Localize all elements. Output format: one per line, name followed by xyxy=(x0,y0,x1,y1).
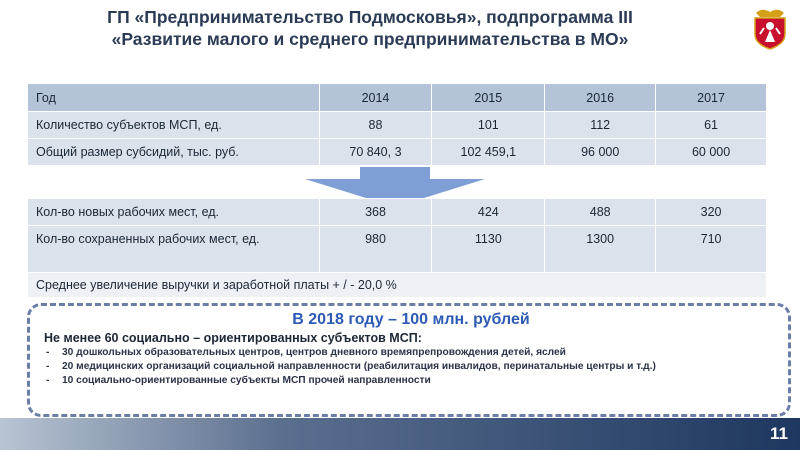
summary-row xyxy=(28,273,767,298)
row-label: Кол-во сохраненных рабочих мест, ед. xyxy=(28,226,320,273)
header-cell: Год xyxy=(28,84,320,112)
row-label: Кол-во новых рабочих мест, ед. xyxy=(28,199,320,226)
table-cell: 102 459,1 xyxy=(432,139,545,166)
table-cell: 88 xyxy=(319,112,432,139)
header-cell: 2016 xyxy=(545,84,656,112)
table-cell: 61 xyxy=(656,112,767,139)
table-cell: 70 840, 3 xyxy=(319,139,432,166)
box-title: В 2018 году – 100 млн. рублей xyxy=(292,311,530,328)
table-cell: 710 xyxy=(656,226,767,273)
header-cell: 2017 xyxy=(656,84,767,112)
table-row xyxy=(28,139,767,166)
header-cell: 2015 xyxy=(432,84,545,112)
slide-title xyxy=(0,6,740,50)
table-cell: 1130 xyxy=(432,226,545,273)
table-cell: 96 000 xyxy=(545,139,656,166)
slide-number: 11 xyxy=(770,424,788,443)
table-row xyxy=(28,226,767,273)
subsidies-table xyxy=(27,83,767,166)
table-cell: 60 000 xyxy=(656,139,767,166)
coat-of-arms-icon xyxy=(750,4,790,50)
title-line-2: «Развитие малого и среднего предпринимательства в МО» xyxy=(111,29,629,49)
table-cell: 980 xyxy=(319,226,432,273)
table-cell: 1300 xyxy=(545,226,656,273)
plan-2018-box xyxy=(27,303,791,417)
summary-text: Среднее увеличение выручки и заработной платы + / - 20,0 % xyxy=(28,273,767,298)
table-row xyxy=(28,112,767,139)
title-line-1: ГП «Предпринимательство Подмосковья», подпрограмма III xyxy=(107,7,633,27)
jobs-table xyxy=(27,198,767,298)
row-label: Количество субъектов МСП, ед. xyxy=(28,112,320,139)
table-cell: 320 xyxy=(656,199,767,226)
footer-bar xyxy=(0,418,800,450)
box-list xyxy=(44,346,778,388)
list-item: - 30 дошкольных образовательных центров, центров дневного времяпрепровождения детей, яслей xyxy=(44,346,778,360)
table-row xyxy=(28,199,767,226)
table-cell: 424 xyxy=(432,199,545,226)
box-subtitle: Не менее 60 социально – ориентированных субъектов МСП: xyxy=(44,331,422,345)
table-cell: 488 xyxy=(545,199,656,226)
row-label: Общий размер субсидий, тыс. руб. xyxy=(28,139,320,166)
list-item: - 20 медицинских организаций социальной направленности (реабилитация инвалидов, перинатальные центры и т.д.) xyxy=(44,360,778,374)
header-cell: 2014 xyxy=(319,84,432,112)
list-item: - 10 социально-ориентированные субъекты МСП прочей направленности xyxy=(44,374,778,388)
table-cell: 112 xyxy=(545,112,656,139)
table-cell: 101 xyxy=(432,112,545,139)
table-cell: 368 xyxy=(319,199,432,226)
table-header-row xyxy=(28,84,767,112)
